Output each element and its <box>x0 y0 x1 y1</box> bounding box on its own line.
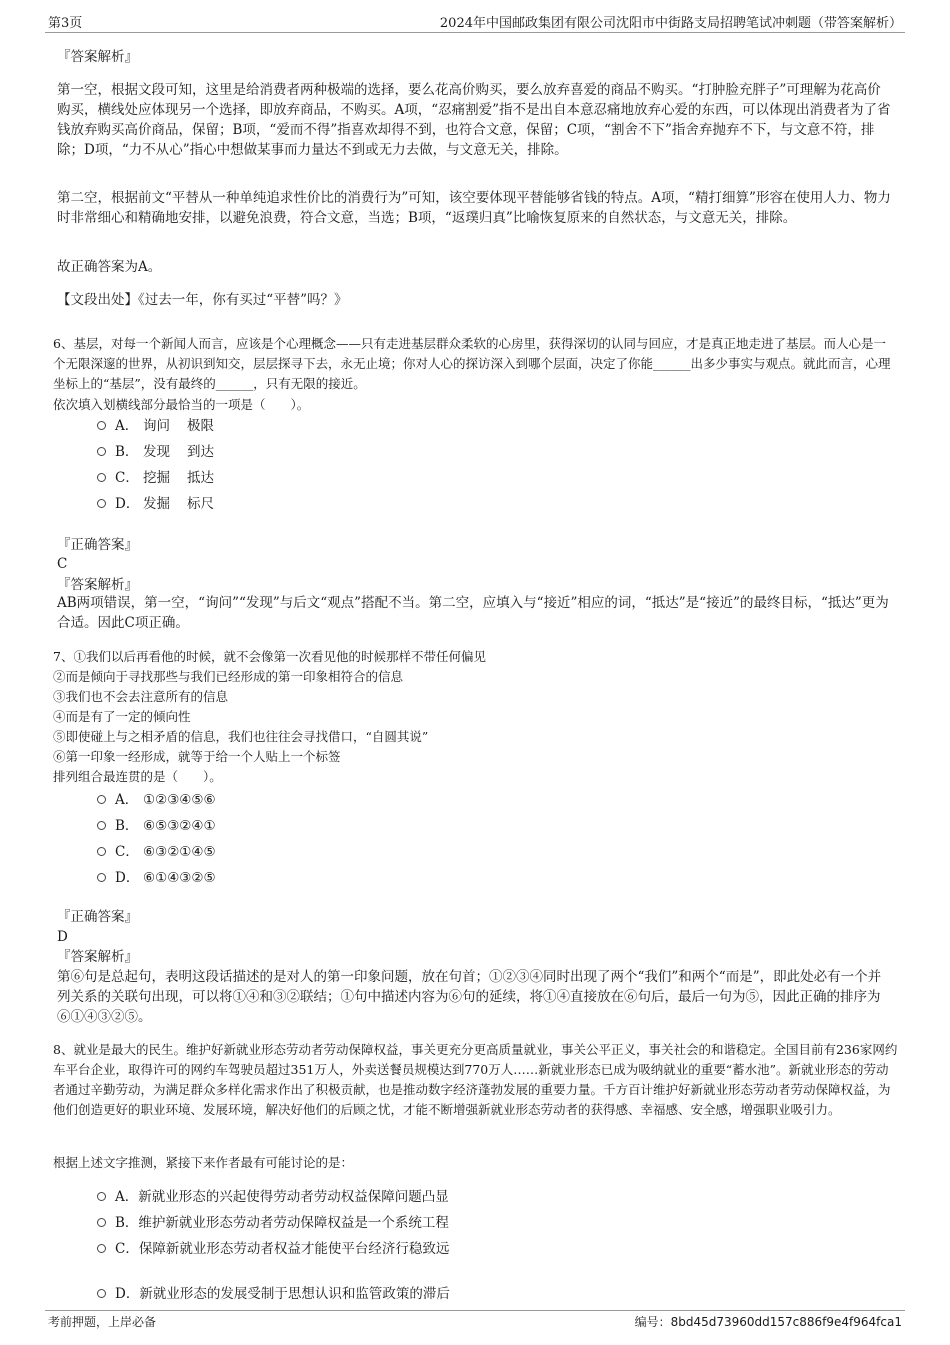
q7-option-d[interactable]: D． ⑥①④③②⑤ <box>97 868 216 888</box>
q7-prompt: 排列组合最连贯的是（ ）。 <box>53 769 222 784</box>
q6-option-b[interactable]: B． 发现 到达 <box>97 442 214 462</box>
radio-icon[interactable] <box>97 473 106 482</box>
header-divider <box>45 32 905 33</box>
radio-icon[interactable] <box>97 447 106 456</box>
q6-analysis-label: 『答案解析』 <box>57 577 138 593</box>
q7-sentence-5: ⑤即使碰上与之相矛盾的信息，我们也往往会寻找借口，“自圆其说” <box>53 729 429 744</box>
radio-icon[interactable] <box>97 847 106 856</box>
radio-icon[interactable] <box>97 1218 106 1227</box>
q6-analysis: AB两项错误，第一空，“询问”“发现”与后文“观点”搭配不当。第二空，应填入与“接近”相应的词，“抵达”是“接近”的最终目标，“抵达”更为合适。因此C项正确。 <box>57 595 889 631</box>
q7-correct-label: 『正确答案』 <box>57 909 138 925</box>
q7-sentence-4: ④而是有了一定的倾向性 <box>53 709 191 724</box>
radio-icon[interactable] <box>97 1289 106 1298</box>
radio-icon[interactable] <box>97 821 106 830</box>
footer-divider <box>45 1310 905 1311</box>
q6-correct-label: 『正确答案』 <box>57 537 138 553</box>
q5-source: 【文段出处】《过去一年，你有买过“平替”吗？》 <box>57 292 348 308</box>
radio-icon[interactable] <box>97 499 106 508</box>
q6-option-d[interactable]: D． 发掘 标尺 <box>97 494 214 514</box>
q8-option-b[interactable]: B．维护新就业形态劳动者劳动保障权益是一个系统工程 <box>97 1213 449 1233</box>
q8-option-a[interactable]: A．新就业形态的兴起使得劳动者劳动权益保障问题凸显 <box>97 1187 449 1207</box>
q8-prompt: 根据上述文字推测，紧接下来作者最有可能讨论的是： <box>53 1155 354 1170</box>
q7-sentence-2: ②而是倾向于寻找那些与我们已经形成的第一印象相符合的信息 <box>53 669 404 684</box>
q7-sentence-1: 7、①我们以后再看他的时候，就不会像第一次看见他的时候那样不带任何偏见 <box>53 649 486 664</box>
page-number: 第3页 <box>48 16 83 31</box>
footer-slogan: 考前押题，上岸必备 <box>48 1315 157 1329</box>
q7-option-c[interactable]: C． ⑥③②①④⑤ <box>97 842 216 862</box>
q6-correct-answer: C <box>57 556 68 572</box>
q7-sentence-3: ③我们也不会去注意所有的信息 <box>53 689 229 704</box>
radio-icon[interactable] <box>97 1244 106 1253</box>
q8-option-d[interactable]: D．新就业形态的发展受制于思想认识和监管政策的滞后 <box>97 1284 450 1304</box>
q8-option-c[interactable]: C．保障新就业形态劳动者权益才能使平台经济行稳致远 <box>97 1239 449 1259</box>
q7-option-a[interactable]: A． ①②③④⑤⑥ <box>97 790 216 810</box>
q6-prompt: 依次填入划横线部分最恰当的一项是（ ）。 <box>53 397 310 412</box>
radio-icon[interactable] <box>97 421 106 430</box>
q5-analysis-para-2: 第二空，根据前文“平替从一种单纯追求性价比的消费行为”可知，该空要体现平替能够省钱的特点。A项，“精打细算”形容在使用人力、物力时非常细心和精确地安排，以避免浪费，符合文意，当选；B项，“返璞归真”比喻恢复原来的自然状态，与文意无关，排除。 <box>57 190 891 226</box>
document-id: 编号：8bd45d73960dd157c886f9e4f964fca1 <box>634 1315 902 1329</box>
document-title: 2024年中国邮政集团有限公司沈阳市中街路支局招聘笔试冲刺题（带答案解析） <box>439 16 902 31</box>
radio-icon[interactable] <box>97 795 106 804</box>
q6-option-c[interactable]: C． 挖掘 抵达 <box>97 468 214 488</box>
q7-sentence-6: ⑥第一印象一经形成，就等于给一个人贴上一个标签 <box>53 749 341 764</box>
radio-icon[interactable] <box>97 873 106 882</box>
q7-analysis-label: 『答案解析』 <box>57 949 138 965</box>
q5-answer-conclusion: 故正确答案为A。 <box>57 259 162 275</box>
q5-analysis-para-1: 第一空，根据文段可知，这里是给消费者两种极端的选择，要么花高价购买，要么放弃喜爱的商品不购买。“打肿脸充胖子”可理解为花高价购买，横线处应体现另一个选择，即放弃商品，不购买。A项，“忍痛割爱”指不是出自本意忍痛地放弃心爱的东西，可以体现出消费者为了省钱放弃购买高价商品，保留；B项，“爱而不得”指喜欢却得不到，也符合文意，保留；C项，“割舍不下”指舍弃抛弃不下，与文意不符，排除；D项，“力不从心”指心中想做某事而力量达不到或无力去做，与文意无关，排除。 <box>57 82 891 158</box>
q7-correct-answer: D <box>57 929 68 945</box>
q6-option-a[interactable]: A． 询问 极限 <box>97 416 214 436</box>
q7-analysis: 第⑥句是总起句，表明这段话描述的是对人的第一印象问题，放在句首；①②③④同时出现了两个“我们”和两个“而是”，即此处必有一个并列关系的关联句出现，可以将①④和③②联结；①句中描述内容为⑥句的延续，将①④直接放在⑥句后，最后一句为⑤，因此正确的排序为⑥①④③②⑤。 <box>57 969 882 1025</box>
radio-icon[interactable] <box>97 1192 106 1201</box>
q8-stem: 8、就业是最大的民生。维护好新就业形态劳动者劳动保障权益，事关更充分更高质量就业，事关公平正义，事关社会的和谐稳定。全国目前有236家网约车平台企业，取得许可的网约车驾驶员超过351万人，外卖送餐员规模达到770万人……新就业形态已成为吸纳就业的重要“蓄水池”。新就业形态的劳动者通过辛勤劳动，为满足群众多样化需求作出了积极贡献，也是推动数字经济蓬勃发展的重要力量。千方百计维护好新就业形态劳动者劳动保障权益，为他们创造更好的职业环境、发展环境，解决好他们的后顾之忧，才能不断增强新就业形态劳动者的获得感、幸福感、安全感，增强职业吸引力。 <box>53 1042 898 1117</box>
q7-option-b[interactable]: B． ⑥⑤③②④① <box>97 816 216 836</box>
q5-analysis-label: 『答案解析』 <box>57 49 138 65</box>
q6-stem: 6、基层，对每一个新闻人而言，应该是个心理概念——只有走进基层群众柔软的心房里，获得深切的认同与回应，才是真正地走进了基层。而人心是一个无限深邃的世界，从初识到知交，层层探寻下去，永无止境；你对人心的探访深入到哪个层面，决定了你能______出多少事实与观点。就此而言，心理坐标上的“基层”，没有最终的______，只有无限的接近。 <box>53 336 891 391</box>
